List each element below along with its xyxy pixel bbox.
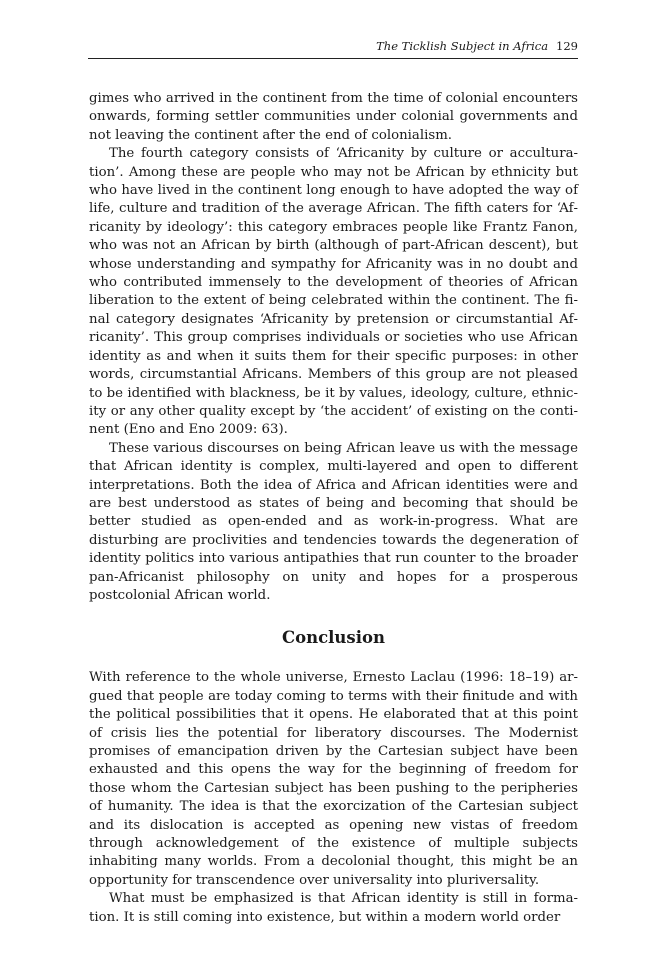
section-heading-conclusion: Conclusion [281,628,385,648]
running-title: The Ticklish Subject in Africa [376,39,549,53]
paragraph-fourth-category: The fourth category consists of ‘Africanity by culture or acculturation’. Among these are people who may not be African by ethnicity but who have lived in the continent long enough to have adopted the way of life, culture and tradition of the average African. The fifth caters for ‘Africanity by ideology’: this category embraces people like Frantz Fanon, who was not an African by birth (although of part-African descent), but whose understanding and sympathy for Africanity was in no doubt and who contributed immensely to the development of theories of African liberation to the extent of being celebrated within the continent. The final category designates ‘Africanity by pretension or circumstantial Africanity’. This group comprises individuals or societies who use African identity as and when it suits them for their specific purposes: in other words, circumstantial Africans. Members of this group are not pleased to be identified with blackness, be it by values, ideology, culture, ethnicity or any other quality except by ‘the accident’ of existing on the continent (Eno and Eno 2009: 63). [89,146,578,438]
running-header [88,38,578,59]
paragraph-discourses: These various discourses on being African leave us with the message that African identity is complex, multi-layered and open to different interpretations. Both the idea of Africa and African identities were and are best understood as states of being and becoming that should be better studied as open-ended and as work-in-progress. What are disturbing are proclivities and tendencies towards the degeneration of identity politics into various antipathies that run counter to the broader pan-Africanist philosophy on unity and hopes for a prosperous postcolonial African world. [89,440,578,603]
paragraph-continued: gimes who arrived in the continent from the time of colonial encounters onwards, forming settler communities under colonial governments and not leaving the continent after the end of colonialism. [89,91,578,143]
page-number: 129 [556,39,578,53]
paragraph-identity-formation: What must be emphasized is that African identity is still in formation. It is still coming into existence, but within a modern world order [89,891,578,925]
body-text [89,90,578,927]
paragraph-laclau: With reference to the whole universe, Ernesto Laclau (1996: 18–19) argued that people are today coming to terms with their finitude and with the political possibilities that it opens. He elaborated that at this point of crisis lies the potential for liberatory discourses. The Modernist promises of emancipation driven by the Cartesian subject have been exhausted and this opens the way for the beginning of freedom for those whom the Cartesian subject has been pushing to the peripheries of humanity. The idea is that the exorcization of the Cartesian subject and its dislocation is accepted as opening new vistas of freedom through acknowledgement of the existence of multiple subjects inhabiting many worlds. From a decolonial thought, this might be an opportunity for transcendence over universality into pluriversality. [89,670,578,888]
